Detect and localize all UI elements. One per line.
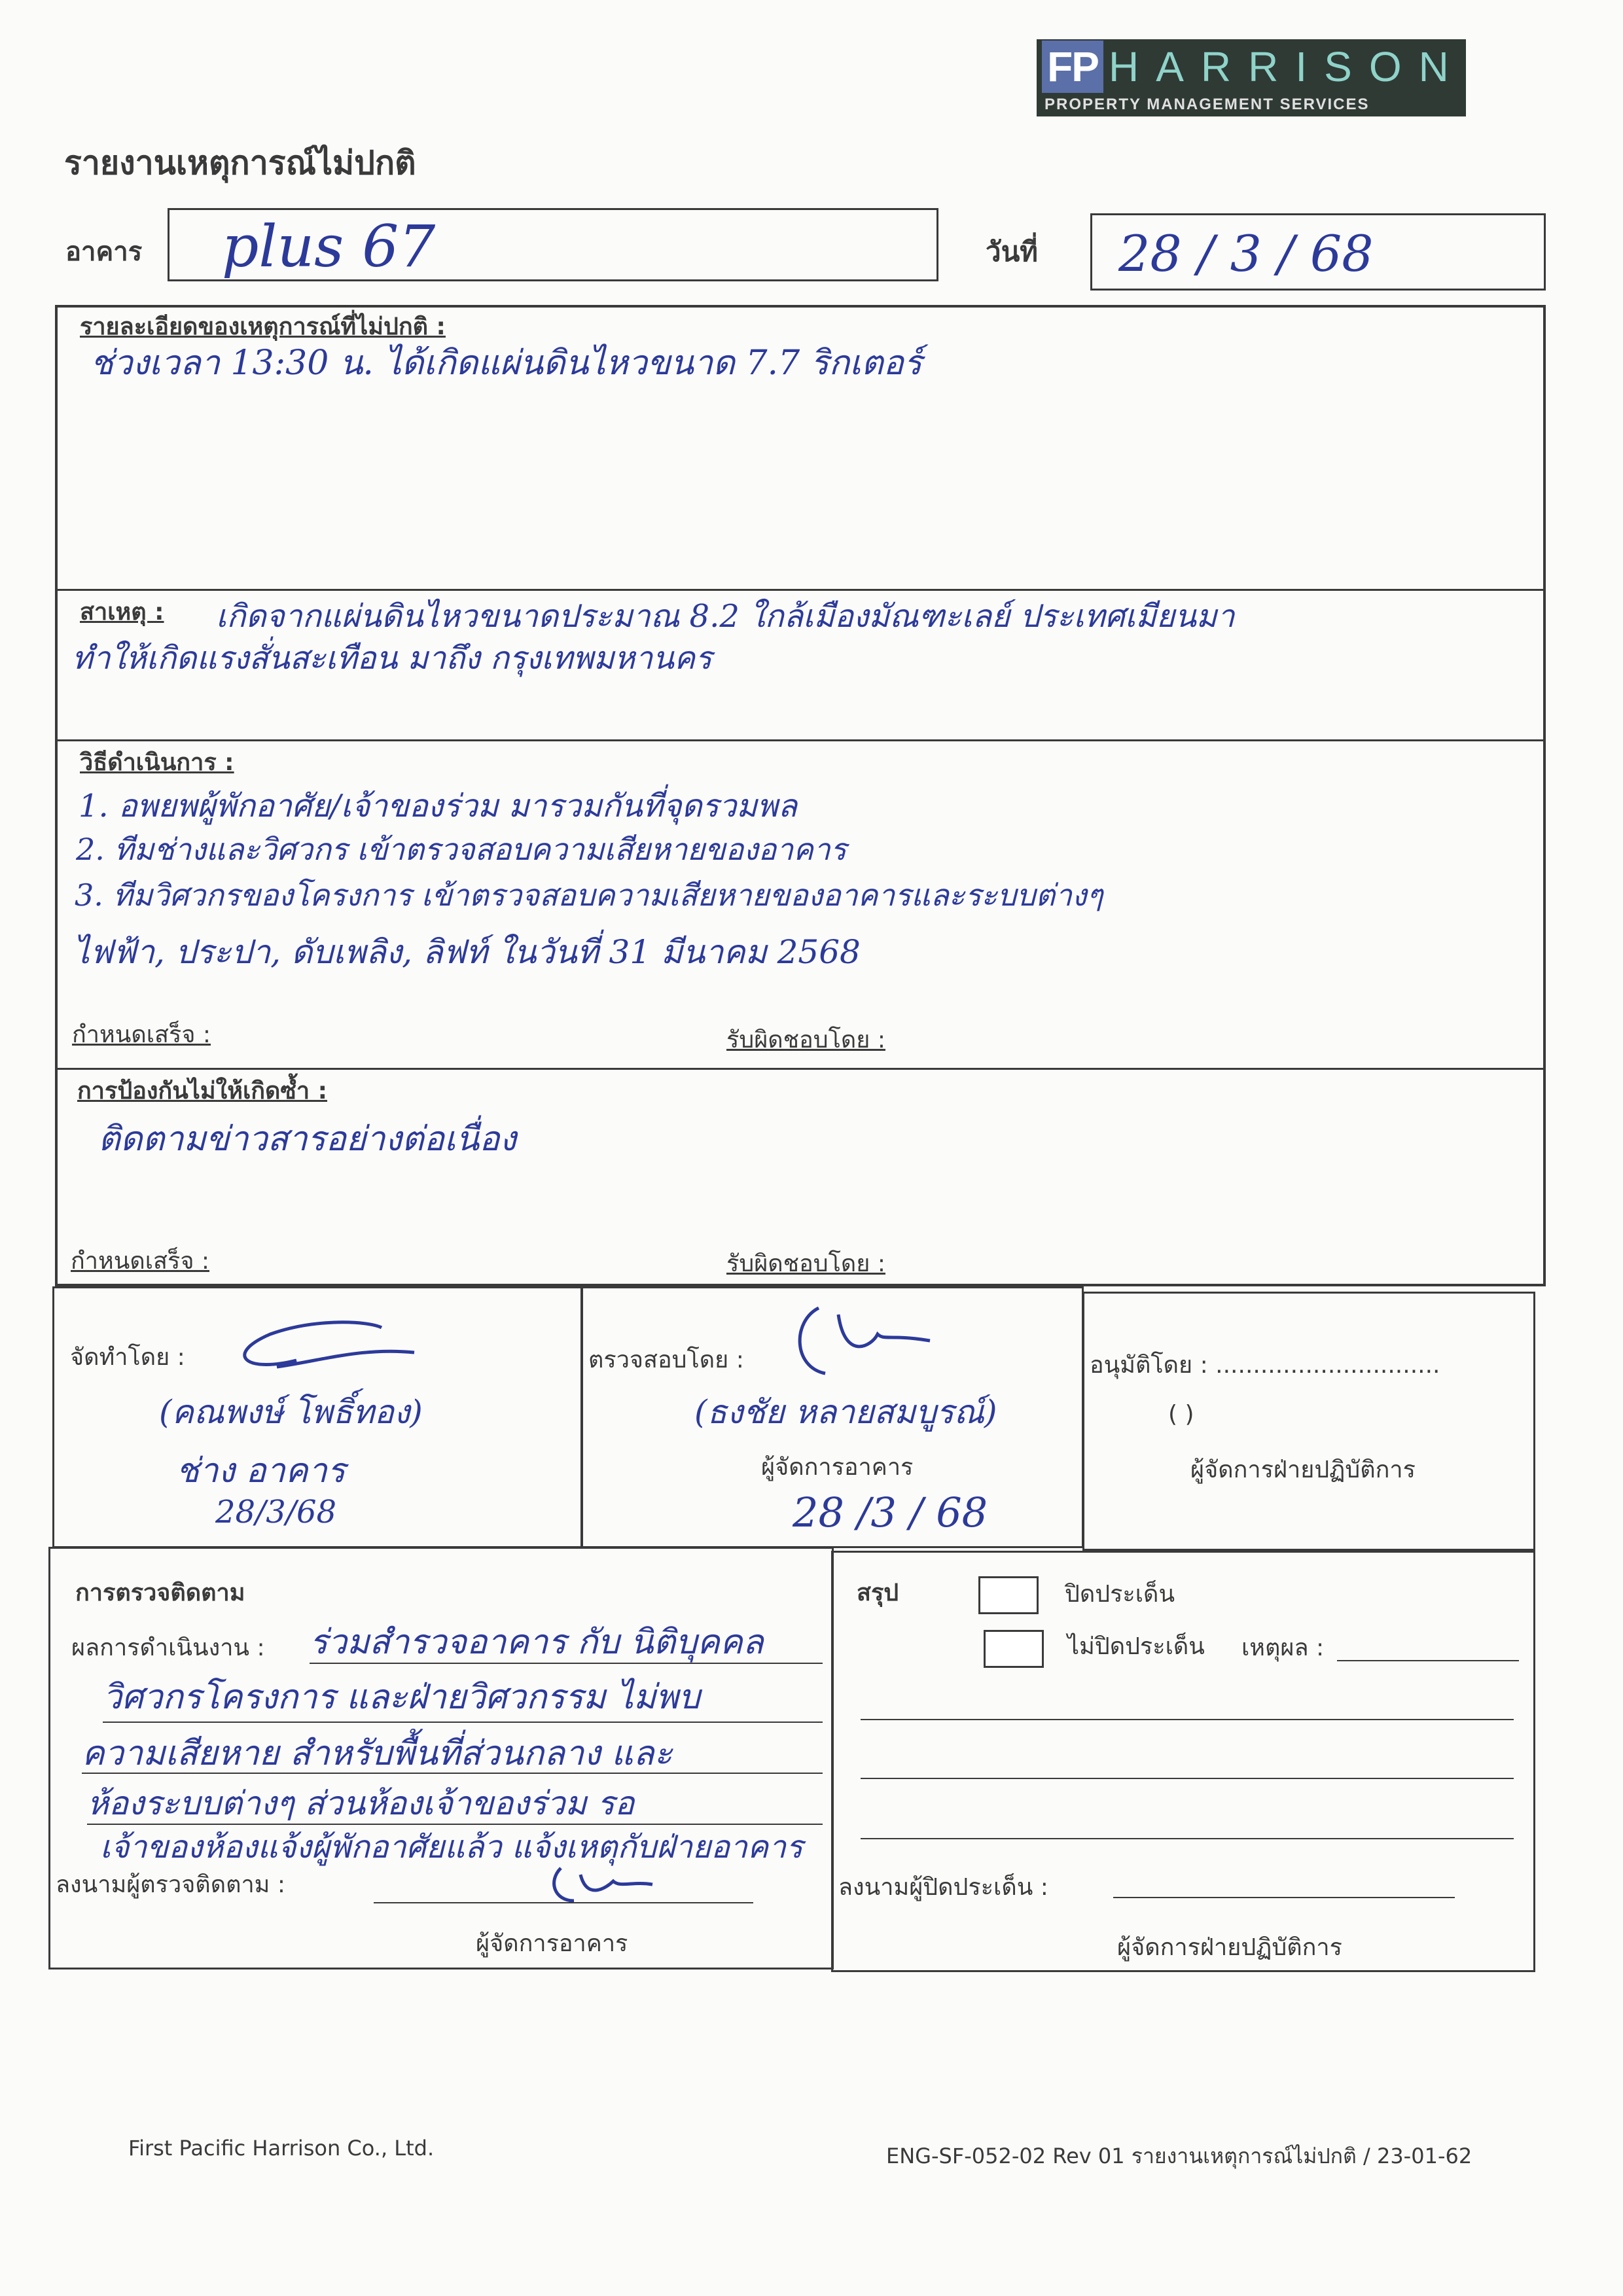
procedure-due-label: กำหนดเสร็จ : [72,1021,211,1048]
cause-line-2[interactable]: ทำให้เกิดแรงสั่นสะเทือน มาถึง กรุงเทพมหานคร [72,640,712,677]
followup-result-line-3[interactable]: ความเสียหาย สำหรับพื้นที่ส่วนกลาง และ [82,1734,673,1773]
reason-label: เหตุผล : [1241,1634,1325,1661]
cause-line-1[interactable]: เกิดจากแผ่นดินไหวขนาดประมาณ 8.2 ใกล้เมืองมัณฑะเลย์ ประเทศเมียนมา [216,598,1235,635]
close-issue-checkbox[interactable] [978,1576,1039,1614]
procedure-line-4[interactable]: ไฟฟ้า, ประปา, ดับเพลิง, ลิฟท์ ในวันที่ 31 มีนาคม 2568 [73,933,861,971]
details-text[interactable]: ช่วงเวลา 13:30 น. ได้เกิดแผ่นดินไหวขนาด 7.7 ริกเตอร์ [90,344,922,383]
summary-signer-position: ผู้จัดการฝ่ายปฏิบัติการ [1117,1934,1342,1961]
prepared-by-cell [52,1286,582,1548]
summary-signer-label: ลงนามผู้ปิดประเด็น : [838,1874,1048,1901]
form-title: รายงานเหตุการณ์ไม่ปกติ [64,144,416,182]
approved-by-cell [1082,1292,1535,1551]
prepared-by-position: ช่าง อาคาร [176,1451,346,1491]
divider [55,589,1546,591]
prevention-due-label: กำหนดเสร็จ : [71,1248,210,1275]
close-issue-label: ปิดประเด็น [1065,1581,1175,1608]
date-label: วันที่ [986,236,1038,268]
building-value: plus 67 [222,213,436,280]
building-field[interactable] [168,208,938,281]
followup-signature-icon [541,1855,672,1907]
logo-name: HARRISON [1109,43,1466,90]
prevention-label: การป้องกันไม่ให้เกิดซ้ำ : [77,1078,328,1104]
signer-line [374,1902,753,1903]
reason-line[interactable] [861,1719,1514,1720]
divider [55,1068,1546,1070]
cause-label: สาเหตุ : [80,599,164,626]
followup-title: การตรวจติดตาม [75,1580,245,1606]
divider [55,739,1546,741]
approved-by-name: ( ) [1168,1401,1194,1428]
prepared-signature-icon [218,1315,454,1386]
footer-form-code: ENG-SF-052-02 Rev 01 รายงานเหตุการณ์ไม่ปกติ / 23-01-62 [886,2144,1472,2168]
procedure-line-3[interactable]: 3. ทีมวิศวกรของโครงการ เข้าตรวจสอบความเสียหายของอาคารและระบบต่างๆ [75,877,1103,913]
checked-by-name: (ธงชัย หลายสมบูรณ์) [694,1393,997,1431]
keep-open-checkbox[interactable] [984,1630,1044,1668]
date-value: 28 / 3 / 68 [1118,224,1374,283]
checked-by-position: ผู้จัดการอาคาร [761,1454,914,1481]
followup-result-line-2[interactable]: วิศวกรโครงการ และฝ่ายวิศวกรรม ไม่พบ [103,1678,700,1717]
company-logo [1037,39,1466,116]
approved-by-position: ผู้จัดการฝ่ายปฏิบัติการ [1190,1457,1416,1483]
result-line [103,1722,823,1723]
procedure-line-1[interactable]: 1. อพยพผู้พักอาศัย/เจ้าของร่วม มารวมกันที่จุดรวมพล [79,788,798,824]
prepared-by-date: 28/3/68 [215,1494,337,1530]
checked-signature-icon [779,1295,976,1380]
prevention-responsible-label: รับผิดชอบโดย : [726,1250,885,1277]
followup-result-label: ผลการดำเนินงาน : [71,1634,265,1661]
followup-result-line-1[interactable]: ร่วมสำรวจอาคาร กับ นิติบุคคล [310,1623,764,1662]
prepared-by-name: (คณพงษ์ โพธิ์ทอง) [159,1393,423,1431]
result-line [82,1773,823,1774]
keep-open-label: ไม่ปิดประเด็น [1067,1633,1205,1660]
footer-company: First Pacific Harrison Co., Ltd. [128,2136,435,2161]
reason-line[interactable] [861,1778,1514,1779]
signer-line[interactable] [1113,1897,1455,1898]
checked-by-cell [581,1286,1084,1548]
approved-by-label: อนุมัติโดย : .............................. [1090,1352,1440,1379]
prevention-text[interactable]: ติดตามข่าวสารอย่างต่อเนื่อง [98,1120,516,1159]
followup-result-line-5[interactable]: เจ้าของห้องแจ้งผู้พักอาศัยแล้ว แจ้งเหตุกับฝ่ายอาคาร [100,1829,803,1865]
logo-fp-mark: FP [1042,41,1103,93]
date-field[interactable] [1090,213,1546,291]
checked-by-date: 28 /3 / 68 [793,1489,988,1536]
prepared-by-label: จัดทำโดย : [70,1344,185,1371]
followup-signer-label: ลงนามผู้ตรวจติดตาม : [56,1871,285,1898]
procedure-responsible-label: รับผิดชอบโดย : [726,1027,885,1053]
summary-title: สรุป [857,1580,899,1606]
reason-line[interactable] [861,1838,1514,1839]
procedure-line-2[interactable]: 2. ทีมช่างและวิศวกร เข้าตรวจสอบความเสียหายของอาคาร [76,832,847,867]
summary-cell [831,1551,1535,1972]
checked-by-label: ตรวจสอบโดย : [588,1347,744,1373]
procedure-label: วิธีดำเนินการ : [80,749,234,776]
result-line [310,1663,823,1664]
followup-cell [48,1547,834,1969]
reason-line[interactable] [1337,1660,1519,1661]
followup-result-line-4[interactable]: ห้องระบบต่างๆ ส่วนห้องเจ้าของร่วม รอ [87,1784,635,1822]
building-label: อาคาร [65,237,143,267]
details-label: รายละเอียดของเหตุการณ์ที่ไม่ปกติ : [80,313,446,340]
logo-tagline: PROPERTY MANAGEMENT SERVICES [1044,96,1370,113]
followup-signer-position: ผู้จัดการอาคาร [476,1930,628,1957]
